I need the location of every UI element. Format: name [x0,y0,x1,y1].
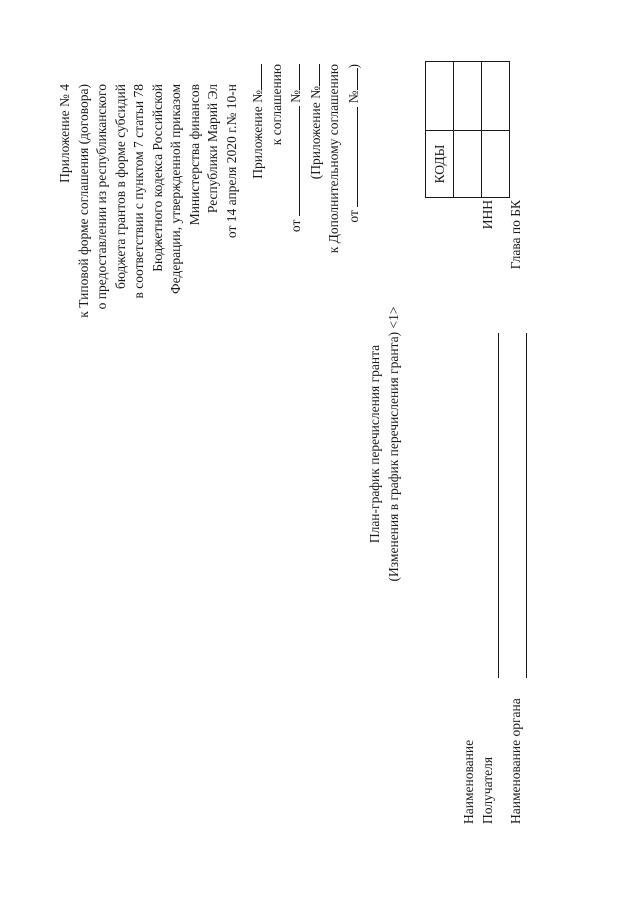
supplement-ref: к Дополнительному соглашению [326,64,341,254]
recipient-underline [498,333,499,678]
organ-underline [526,333,527,678]
document-title [366,264,403,624]
agreement-appendix-no: Приложение № [248,64,268,364]
agreement-ref: к соглашению [268,64,284,146]
inn-label: ИНН [480,200,495,230]
recipient-label-line2: Получателя [479,756,495,824]
appendix-line: к Типовой форме соглашения (договора) [75,84,91,318]
codes-empty-cell [426,62,454,131]
inn-code-cell [454,131,482,198]
appendix-line: Республики Марий Эл [205,84,220,214]
appendix-line: о предоставлении из республиканского [94,84,109,310]
supplement-date-line: от №) [345,64,361,223]
chapter-label: Глава по БК [508,200,523,270]
organ-label: Наименование органа [508,698,523,824]
appendix-line: бюджета грантов в форме субсидий [112,84,128,289]
codes-table [425,61,510,198]
supplement-appendix-no: (Приложение № [306,64,326,364]
chapter-code-cell [482,131,510,198]
appendix-line: Федерации, утвержденной приказом [168,84,183,295]
chapter-code-value [482,62,510,131]
appendix-line: Приложение № 4 [57,84,72,183]
codes-header: КОДЫ [431,144,447,184]
appendix-line: от 14 апреля 2020 г.№ 10-н [223,84,239,239]
codes-header-cell [426,131,454,198]
recipient-label-line1: Наименование [461,739,476,824]
title-sub: (Изменения в график перечисления гранта) <1> [385,306,401,582]
recipient-label [460,740,497,824]
appendix-header [56,84,241,384]
agreement-date-line: от № [286,64,306,364]
inn-code-value [454,62,482,131]
agreement-block [248,64,363,364]
appendix-line: в соответствии с пунктом 7 статьи 78 [131,84,146,299]
appendix-line: Министерства финансов [186,84,202,226]
title-main: План-график перечисления гранта [367,344,382,544]
appendix-line: Бюджетного кодекса Российской [149,84,165,272]
